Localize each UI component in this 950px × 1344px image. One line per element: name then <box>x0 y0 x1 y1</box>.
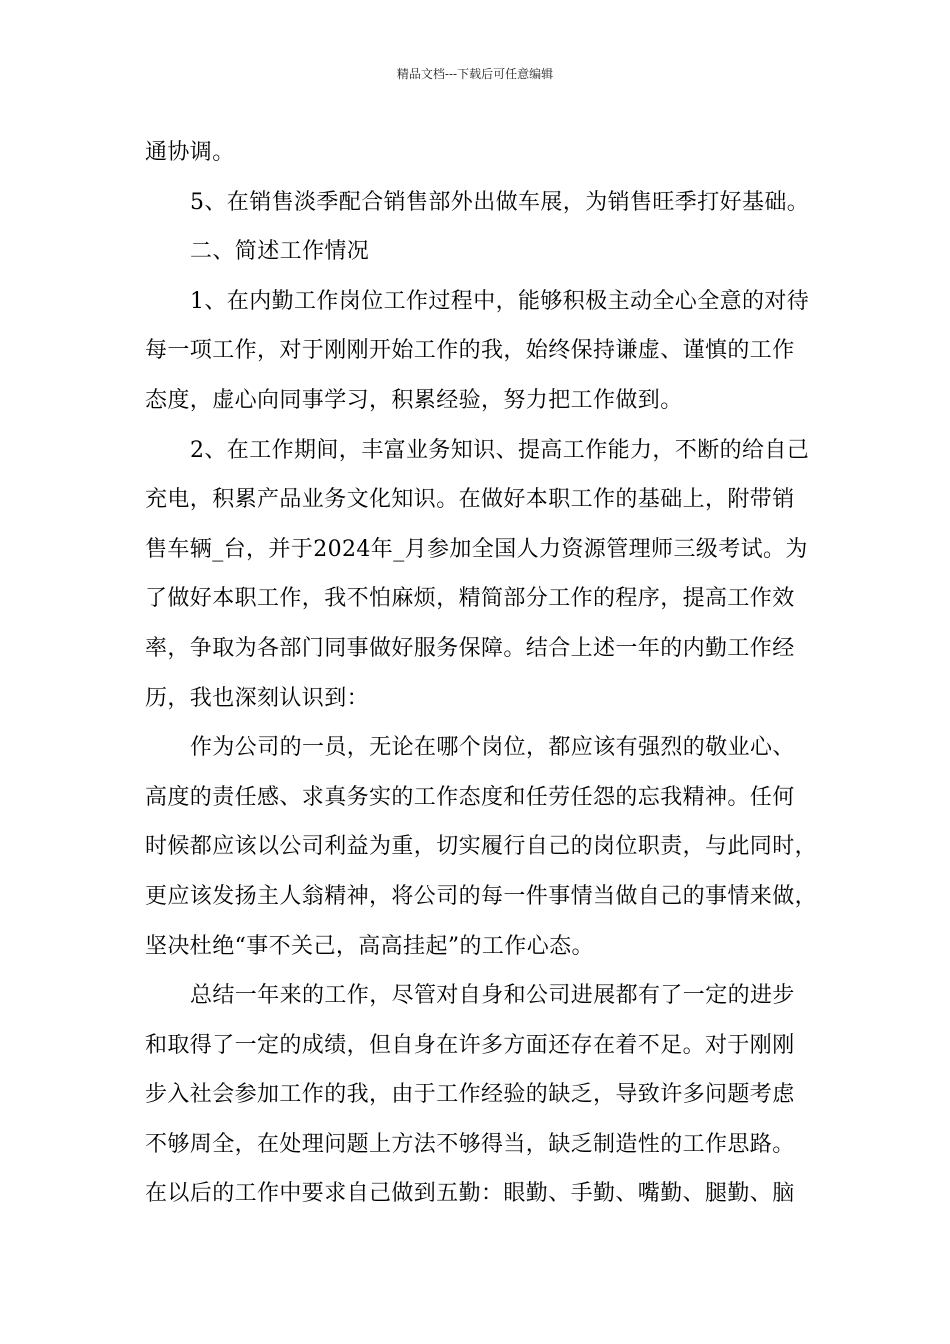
text-line: 总结一年来的工作，尽管对自身和公司进展都有了一定的进步 <box>190 983 795 1009</box>
text-line: 时候都应该以公司利益为重，切实履行自己的岗位职责，与此同时， <box>145 834 818 860</box>
text-line: 和取得了一定的成绩，但自身在许多方面还存在着不足。对于刚刚 <box>145 1032 795 1058</box>
text-line: 历，我也深刻认识到： <box>145 685 370 711</box>
text-line: 2、在工作期间，丰富业务知识、提高工作能力，不断的给自己 <box>190 437 810 463</box>
text-line: 通协调。 <box>145 140 235 165</box>
text-line: 率，争取为各部门同事做好服务保障。结合上述一年的内勤工作经 <box>145 635 795 661</box>
text-line: 坚决杜绝“事不关己，高高挂起”的工作心态。 <box>145 933 594 959</box>
section-heading: 二、简述工作情况 <box>190 239 370 265</box>
text-line: 每一项工作，对于刚刚开始工作的我，始终保持谦虚、谨慎的工作 <box>145 338 795 364</box>
text-line: 在以后的工作中要求自己做到五勤：眼勤、手勤、嘴勤、腿勤、脑 <box>145 1181 795 1207</box>
document-body <box>145 128 818 1219</box>
text-line: 步入社会参加工作的我，由于工作经验的缺乏，导致许多问题考虑 <box>145 1082 795 1108</box>
page-header: 精品文档---下载后可任意编辑 <box>396 67 554 81</box>
text-line: 作为公司的一员，无论在哪个岗位，都应该有强烈的敬业心、 <box>190 735 795 761</box>
text-line: 5、在销售淡季配合销售部外出做车展，为销售旺季打好基础。 <box>190 189 810 215</box>
text-line: 售车辆_台，并于2024年_月参加全国人力资源管理师三级考试。为 <box>145 536 808 562</box>
text-line: 更应该发扬主人翁精神，将公司的每一件事情当做自己的事情来做， <box>145 883 818 909</box>
text-line: 高度的责任感、求真务实的工作态度和任劳任怨的忘我精神。任何 <box>145 784 795 810</box>
text-line: 1、在内勤工作岗位工作过程中，能够积极主动全心全意的对待 <box>190 288 810 314</box>
text-line: 了做好本职工作，我不怕麻烦，精简部分工作的程序，提高工作效 <box>145 586 795 612</box>
text-line: 充电，积累产品业务文化知识。在做好本职工作的基础上，附带销 <box>145 487 795 513</box>
text-line: 不够周全，在处理问题上方法不够得当，缺乏制造性的工作思路。 <box>145 1131 795 1157</box>
text-line: 态度，虚心向同事学习，积累经验，努力把工作做到。 <box>145 387 683 413</box>
